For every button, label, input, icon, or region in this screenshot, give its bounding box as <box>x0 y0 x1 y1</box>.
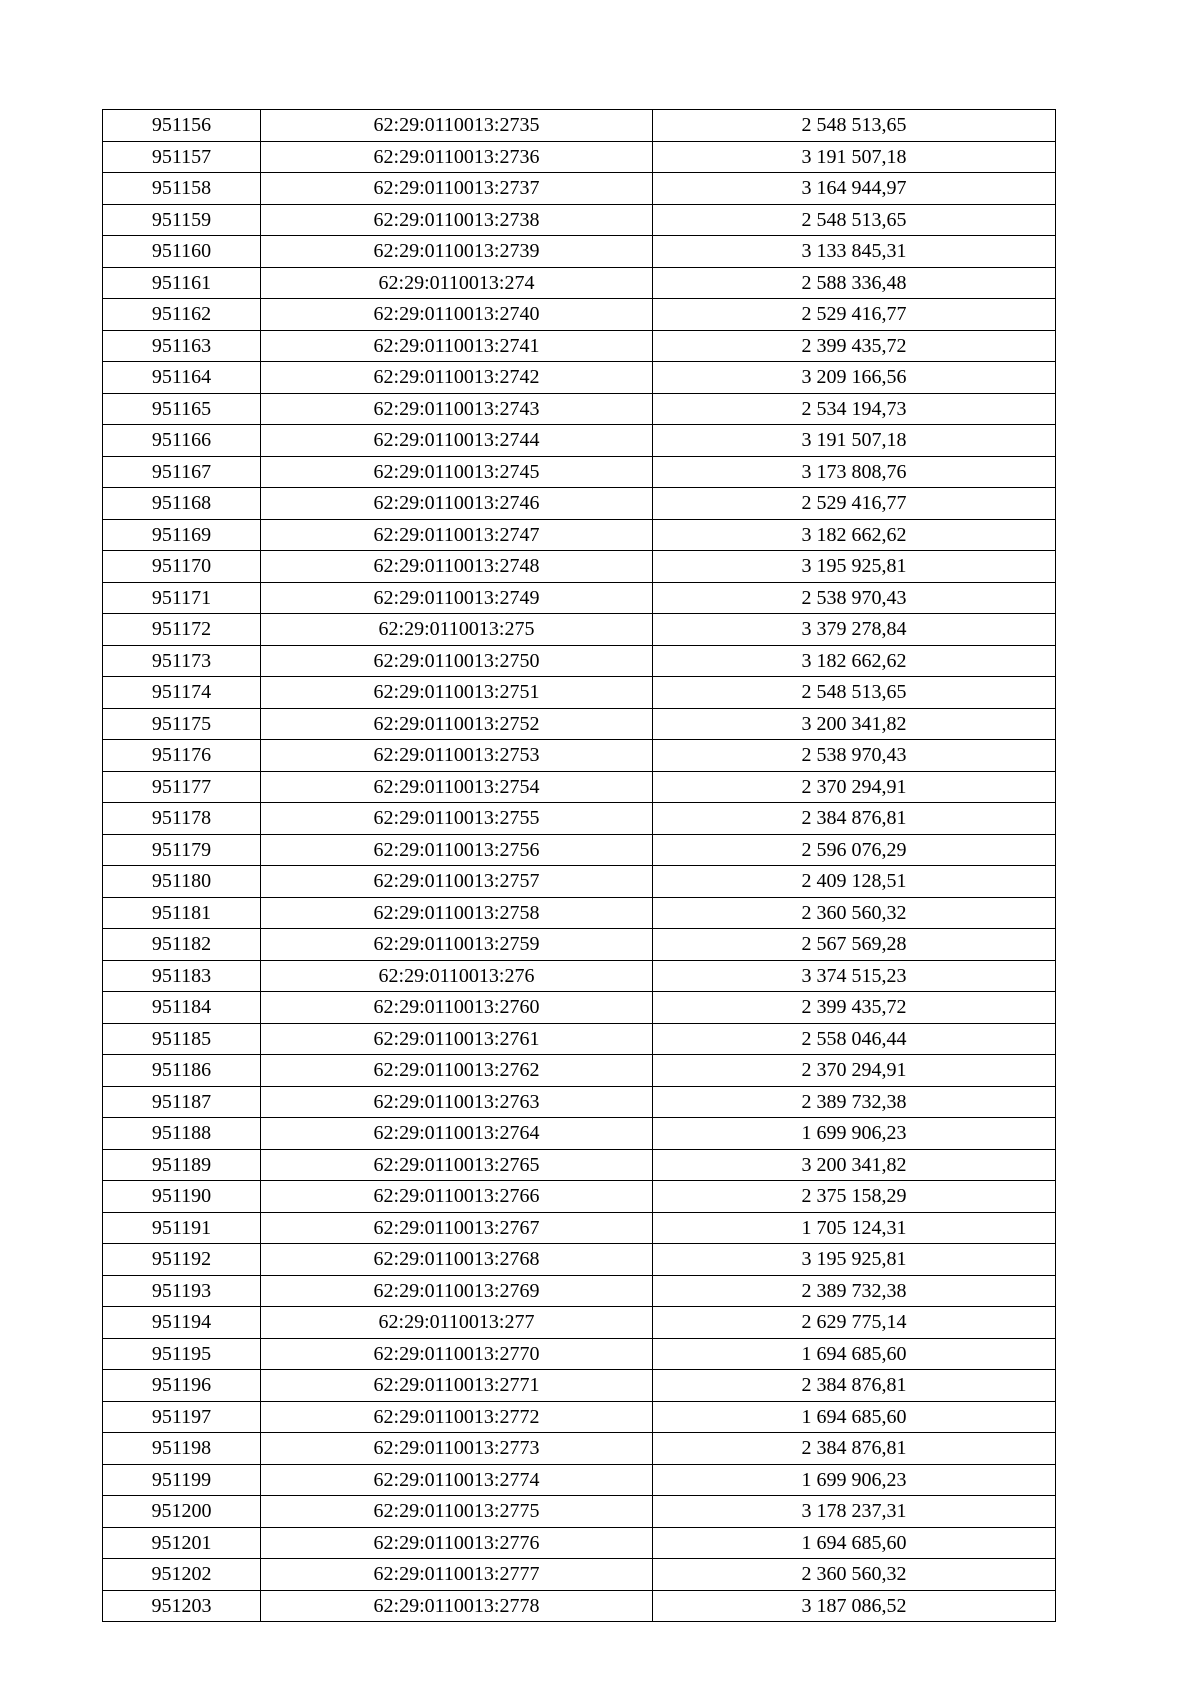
cadastral-number-cell: 62:29:0110013:2778 <box>261 1590 653 1622</box>
cadastral-number-cell: 62:29:0110013:2744 <box>261 425 653 457</box>
cadastral-value-cell: 3 173 808,76 <box>653 456 1056 488</box>
cadastral-number-cell: 62:29:0110013:2762 <box>261 1055 653 1087</box>
cadastral-value-cell: 2 360 560,32 <box>653 1559 1056 1591</box>
table-row <box>103 803 1056 835</box>
table-row <box>103 425 1056 457</box>
table-row <box>103 929 1056 961</box>
cadastral-number-cell: 62:29:0110013:2773 <box>261 1433 653 1465</box>
row-number-cell: 951197 <box>103 1401 261 1433</box>
cadastral-number-cell: 62:29:0110013:2739 <box>261 236 653 268</box>
cadastral-number-cell: 62:29:0110013:2741 <box>261 330 653 362</box>
cadastral-number-cell: 62:29:0110013:2738 <box>261 204 653 236</box>
cadastral-number-cell: 62:29:0110013:2754 <box>261 771 653 803</box>
table-row <box>103 1464 1056 1496</box>
cadastral-value-cell: 2 596 076,29 <box>653 834 1056 866</box>
table-row <box>103 1527 1056 1559</box>
row-number-cell: 951167 <box>103 456 261 488</box>
row-number-cell: 951186 <box>103 1055 261 1087</box>
table-row <box>103 645 1056 677</box>
table-row <box>103 1307 1056 1339</box>
table-row <box>103 1338 1056 1370</box>
cadastral-number-cell: 62:29:0110013:2736 <box>261 141 653 173</box>
table-row <box>103 551 1056 583</box>
cadastral-number-cell: 62:29:0110013:2740 <box>261 299 653 331</box>
cadastral-number-cell: 62:29:0110013:276 <box>261 960 653 992</box>
cadastral-number-cell: 62:29:0110013:2759 <box>261 929 653 961</box>
cadastral-number-cell: 62:29:0110013:2749 <box>261 582 653 614</box>
cadastral-value-cell: 2 538 970,43 <box>653 582 1056 614</box>
row-number-cell: 951192 <box>103 1244 261 1276</box>
row-number-cell: 951181 <box>103 897 261 929</box>
cadastral-number-cell: 62:29:0110013:2775 <box>261 1496 653 1528</box>
cadastral-value-cell: 3 379 278,84 <box>653 614 1056 646</box>
cadastral-number-cell: 62:29:0110013:2769 <box>261 1275 653 1307</box>
table-row <box>103 110 1056 142</box>
cadastral-value-cell: 2 399 435,72 <box>653 330 1056 362</box>
row-number-cell: 951187 <box>103 1086 261 1118</box>
cadastral-value-cell: 2 375 158,29 <box>653 1181 1056 1213</box>
cadastral-number-cell: 62:29:0110013:2751 <box>261 677 653 709</box>
table-row <box>103 1149 1056 1181</box>
row-number-cell: 951169 <box>103 519 261 551</box>
row-number-cell: 951180 <box>103 866 261 898</box>
table-row <box>103 1055 1056 1087</box>
cadastral-value-table <box>102 109 1056 1622</box>
table-row <box>103 267 1056 299</box>
cadastral-number-cell: 62:29:0110013:2757 <box>261 866 653 898</box>
cadastral-value-cell: 2 370 294,91 <box>653 1055 1056 1087</box>
cadastral-value-cell: 2 389 732,38 <box>653 1086 1056 1118</box>
row-number-cell: 951200 <box>103 1496 261 1528</box>
cadastral-number-cell: 62:29:0110013:2766 <box>261 1181 653 1213</box>
cadastral-number-cell: 62:29:0110013:2752 <box>261 708 653 740</box>
table-body <box>103 110 1056 1622</box>
table-row <box>103 393 1056 425</box>
table-row <box>103 866 1056 898</box>
row-number-cell: 951199 <box>103 1464 261 1496</box>
table-row <box>103 204 1056 236</box>
cadastral-value-cell: 2 384 876,81 <box>653 1433 1056 1465</box>
cadastral-value-cell: 2 538 970,43 <box>653 740 1056 772</box>
cadastral-number-cell: 62:29:0110013:2756 <box>261 834 653 866</box>
cadastral-value-cell: 2 389 732,38 <box>653 1275 1056 1307</box>
cadastral-value-cell: 2 360 560,32 <box>653 897 1056 929</box>
row-number-cell: 951165 <box>103 393 261 425</box>
cadastral-number-cell: 62:29:0110013:2753 <box>261 740 653 772</box>
table-row <box>103 614 1056 646</box>
row-number-cell: 951191 <box>103 1212 261 1244</box>
row-number-cell: 951190 <box>103 1181 261 1213</box>
cadastral-value-cell: 3 164 944,97 <box>653 173 1056 205</box>
cadastral-number-cell: 62:29:0110013:2770 <box>261 1338 653 1370</box>
table-row <box>103 771 1056 803</box>
row-number-cell: 951161 <box>103 267 261 299</box>
cadastral-number-cell: 62:29:0110013:2748 <box>261 551 653 583</box>
cadastral-value-cell: 1 694 685,60 <box>653 1401 1056 1433</box>
cadastral-number-cell: 62:29:0110013:2761 <box>261 1023 653 1055</box>
cadastral-value-cell: 2 399 435,72 <box>653 992 1056 1024</box>
row-number-cell: 951189 <box>103 1149 261 1181</box>
cadastral-value-cell: 2 588 336,48 <box>653 267 1056 299</box>
cadastral-value-cell: 2 409 128,51 <box>653 866 1056 898</box>
row-number-cell: 951163 <box>103 330 261 362</box>
table-row <box>103 1244 1056 1276</box>
table-row <box>103 1118 1056 1150</box>
cadastral-number-cell: 62:29:0110013:2771 <box>261 1370 653 1402</box>
table-row <box>103 1433 1056 1465</box>
cadastral-value-cell: 2 558 046,44 <box>653 1023 1056 1055</box>
cadastral-value-cell: 1 705 124,31 <box>653 1212 1056 1244</box>
cadastral-value-cell: 3 191 507,18 <box>653 141 1056 173</box>
table-row <box>103 740 1056 772</box>
table-row <box>103 897 1056 929</box>
cadastral-number-cell: 62:29:0110013:2742 <box>261 362 653 394</box>
cadastral-value-cell: 3 182 662,62 <box>653 519 1056 551</box>
cadastral-number-cell: 62:29:0110013:2755 <box>261 803 653 835</box>
row-number-cell: 951195 <box>103 1338 261 1370</box>
row-number-cell: 951183 <box>103 960 261 992</box>
row-number-cell: 951196 <box>103 1370 261 1402</box>
table-row <box>103 1212 1056 1244</box>
cadastral-value-cell: 3 178 237,31 <box>653 1496 1056 1528</box>
cadastral-number-cell: 62:29:0110013:2765 <box>261 1149 653 1181</box>
cadastral-number-cell: 62:29:0110013:274 <box>261 267 653 299</box>
row-number-cell: 951198 <box>103 1433 261 1465</box>
cadastral-number-cell: 62:29:0110013:277 <box>261 1307 653 1339</box>
cadastral-value-cell: 3 191 507,18 <box>653 425 1056 457</box>
cadastral-number-cell: 62:29:0110013:2743 <box>261 393 653 425</box>
row-number-cell: 951176 <box>103 740 261 772</box>
cadastral-number-cell: 62:29:0110013:2763 <box>261 1086 653 1118</box>
table-row <box>103 960 1056 992</box>
cadastral-value-cell: 3 133 845,31 <box>653 236 1056 268</box>
cadastral-number-cell: 62:29:0110013:275 <box>261 614 653 646</box>
cadastral-value-cell: 2 384 876,81 <box>653 1370 1056 1402</box>
cadastral-number-cell: 62:29:0110013:2735 <box>261 110 653 142</box>
cadastral-value-cell: 2 370 294,91 <box>653 771 1056 803</box>
cadastral-value-cell: 2 567 569,28 <box>653 929 1056 961</box>
row-number-cell: 951202 <box>103 1559 261 1591</box>
cadastral-value-cell: 3 209 166,56 <box>653 362 1056 394</box>
cadastral-value-cell: 2 529 416,77 <box>653 488 1056 520</box>
cadastral-number-cell: 62:29:0110013:2772 <box>261 1401 653 1433</box>
row-number-cell: 951174 <box>103 677 261 709</box>
row-number-cell: 951201 <box>103 1527 261 1559</box>
table-row <box>103 1370 1056 1402</box>
cadastral-value-cell: 2 534 194,73 <box>653 393 1056 425</box>
row-number-cell: 951168 <box>103 488 261 520</box>
cadastral-value-cell: 3 374 515,23 <box>653 960 1056 992</box>
table-row <box>103 236 1056 268</box>
row-number-cell: 951179 <box>103 834 261 866</box>
cadastral-number-cell: 62:29:0110013:2767 <box>261 1212 653 1244</box>
cadastral-value-cell: 3 200 341,82 <box>653 708 1056 740</box>
cadastral-value-cell: 2 548 513,65 <box>653 677 1056 709</box>
cadastral-value-cell: 3 182 662,62 <box>653 645 1056 677</box>
row-number-cell: 951177 <box>103 771 261 803</box>
cadastral-value-cell: 3 187 086,52 <box>653 1590 1056 1622</box>
table-row <box>103 1181 1056 1213</box>
table-row <box>103 1559 1056 1591</box>
row-number-cell: 951173 <box>103 645 261 677</box>
cadastral-value-cell: 1 694 685,60 <box>653 1338 1056 1370</box>
row-number-cell: 951172 <box>103 614 261 646</box>
table-row <box>103 834 1056 866</box>
row-number-cell: 951175 <box>103 708 261 740</box>
cadastral-number-cell: 62:29:0110013:2746 <box>261 488 653 520</box>
table-row <box>103 992 1056 1024</box>
row-number-cell: 951182 <box>103 929 261 961</box>
table-row <box>103 1590 1056 1622</box>
table-row <box>103 488 1056 520</box>
row-number-cell: 951158 <box>103 173 261 205</box>
row-number-cell: 951171 <box>103 582 261 614</box>
table-row <box>103 1086 1056 1118</box>
table-row <box>103 1275 1056 1307</box>
row-number-cell: 951160 <box>103 236 261 268</box>
cadastral-number-cell: 62:29:0110013:2774 <box>261 1464 653 1496</box>
cadastral-value-cell: 2 384 876,81 <box>653 803 1056 835</box>
row-number-cell: 951159 <box>103 204 261 236</box>
row-number-cell: 951157 <box>103 141 261 173</box>
cadastral-number-cell: 62:29:0110013:2737 <box>261 173 653 205</box>
cadastral-value-cell: 3 195 925,81 <box>653 551 1056 583</box>
table-row <box>103 1496 1056 1528</box>
table-row <box>103 1401 1056 1433</box>
cadastral-value-cell: 1 699 906,23 <box>653 1118 1056 1150</box>
cadastral-number-cell: 62:29:0110013:2777 <box>261 1559 653 1591</box>
cadastral-number-cell: 62:29:0110013:2750 <box>261 645 653 677</box>
cadastral-number-cell: 62:29:0110013:2758 <box>261 897 653 929</box>
cadastral-number-cell: 62:29:0110013:2776 <box>261 1527 653 1559</box>
row-number-cell: 951162 <box>103 299 261 331</box>
table-row <box>103 362 1056 394</box>
row-number-cell: 951188 <box>103 1118 261 1150</box>
table-row <box>103 519 1056 551</box>
row-number-cell: 951166 <box>103 425 261 457</box>
cadastral-number-cell: 62:29:0110013:2760 <box>261 992 653 1024</box>
row-number-cell: 951164 <box>103 362 261 394</box>
row-number-cell: 951178 <box>103 803 261 835</box>
table-row <box>103 708 1056 740</box>
cadastral-value-cell: 2 548 513,65 <box>653 204 1056 236</box>
row-number-cell: 951184 <box>103 992 261 1024</box>
cadastral-value-cell: 2 548 513,65 <box>653 110 1056 142</box>
row-number-cell: 951156 <box>103 110 261 142</box>
cadastral-value-cell: 1 694 685,60 <box>653 1527 1056 1559</box>
row-number-cell: 951185 <box>103 1023 261 1055</box>
table-row <box>103 141 1056 173</box>
table-row <box>103 330 1056 362</box>
table-row <box>103 456 1056 488</box>
row-number-cell: 951194 <box>103 1307 261 1339</box>
table-row <box>103 1023 1056 1055</box>
cadastral-value-cell: 3 200 341,82 <box>653 1149 1056 1181</box>
cadastral-number-cell: 62:29:0110013:2768 <box>261 1244 653 1276</box>
cadastral-number-cell: 62:29:0110013:2764 <box>261 1118 653 1150</box>
table-row <box>103 582 1056 614</box>
row-number-cell: 951193 <box>103 1275 261 1307</box>
cadastral-value-cell: 2 529 416,77 <box>653 299 1056 331</box>
table-row <box>103 299 1056 331</box>
cadastral-number-cell: 62:29:0110013:2745 <box>261 456 653 488</box>
cadastral-number-cell: 62:29:0110013:2747 <box>261 519 653 551</box>
table-row <box>103 173 1056 205</box>
row-number-cell: 951170 <box>103 551 261 583</box>
table-row <box>103 677 1056 709</box>
cadastral-value-cell: 3 195 925,81 <box>653 1244 1056 1276</box>
cadastral-value-cell: 1 699 906,23 <box>653 1464 1056 1496</box>
cadastral-value-cell: 2 629 775,14 <box>653 1307 1056 1339</box>
row-number-cell: 951203 <box>103 1590 261 1622</box>
